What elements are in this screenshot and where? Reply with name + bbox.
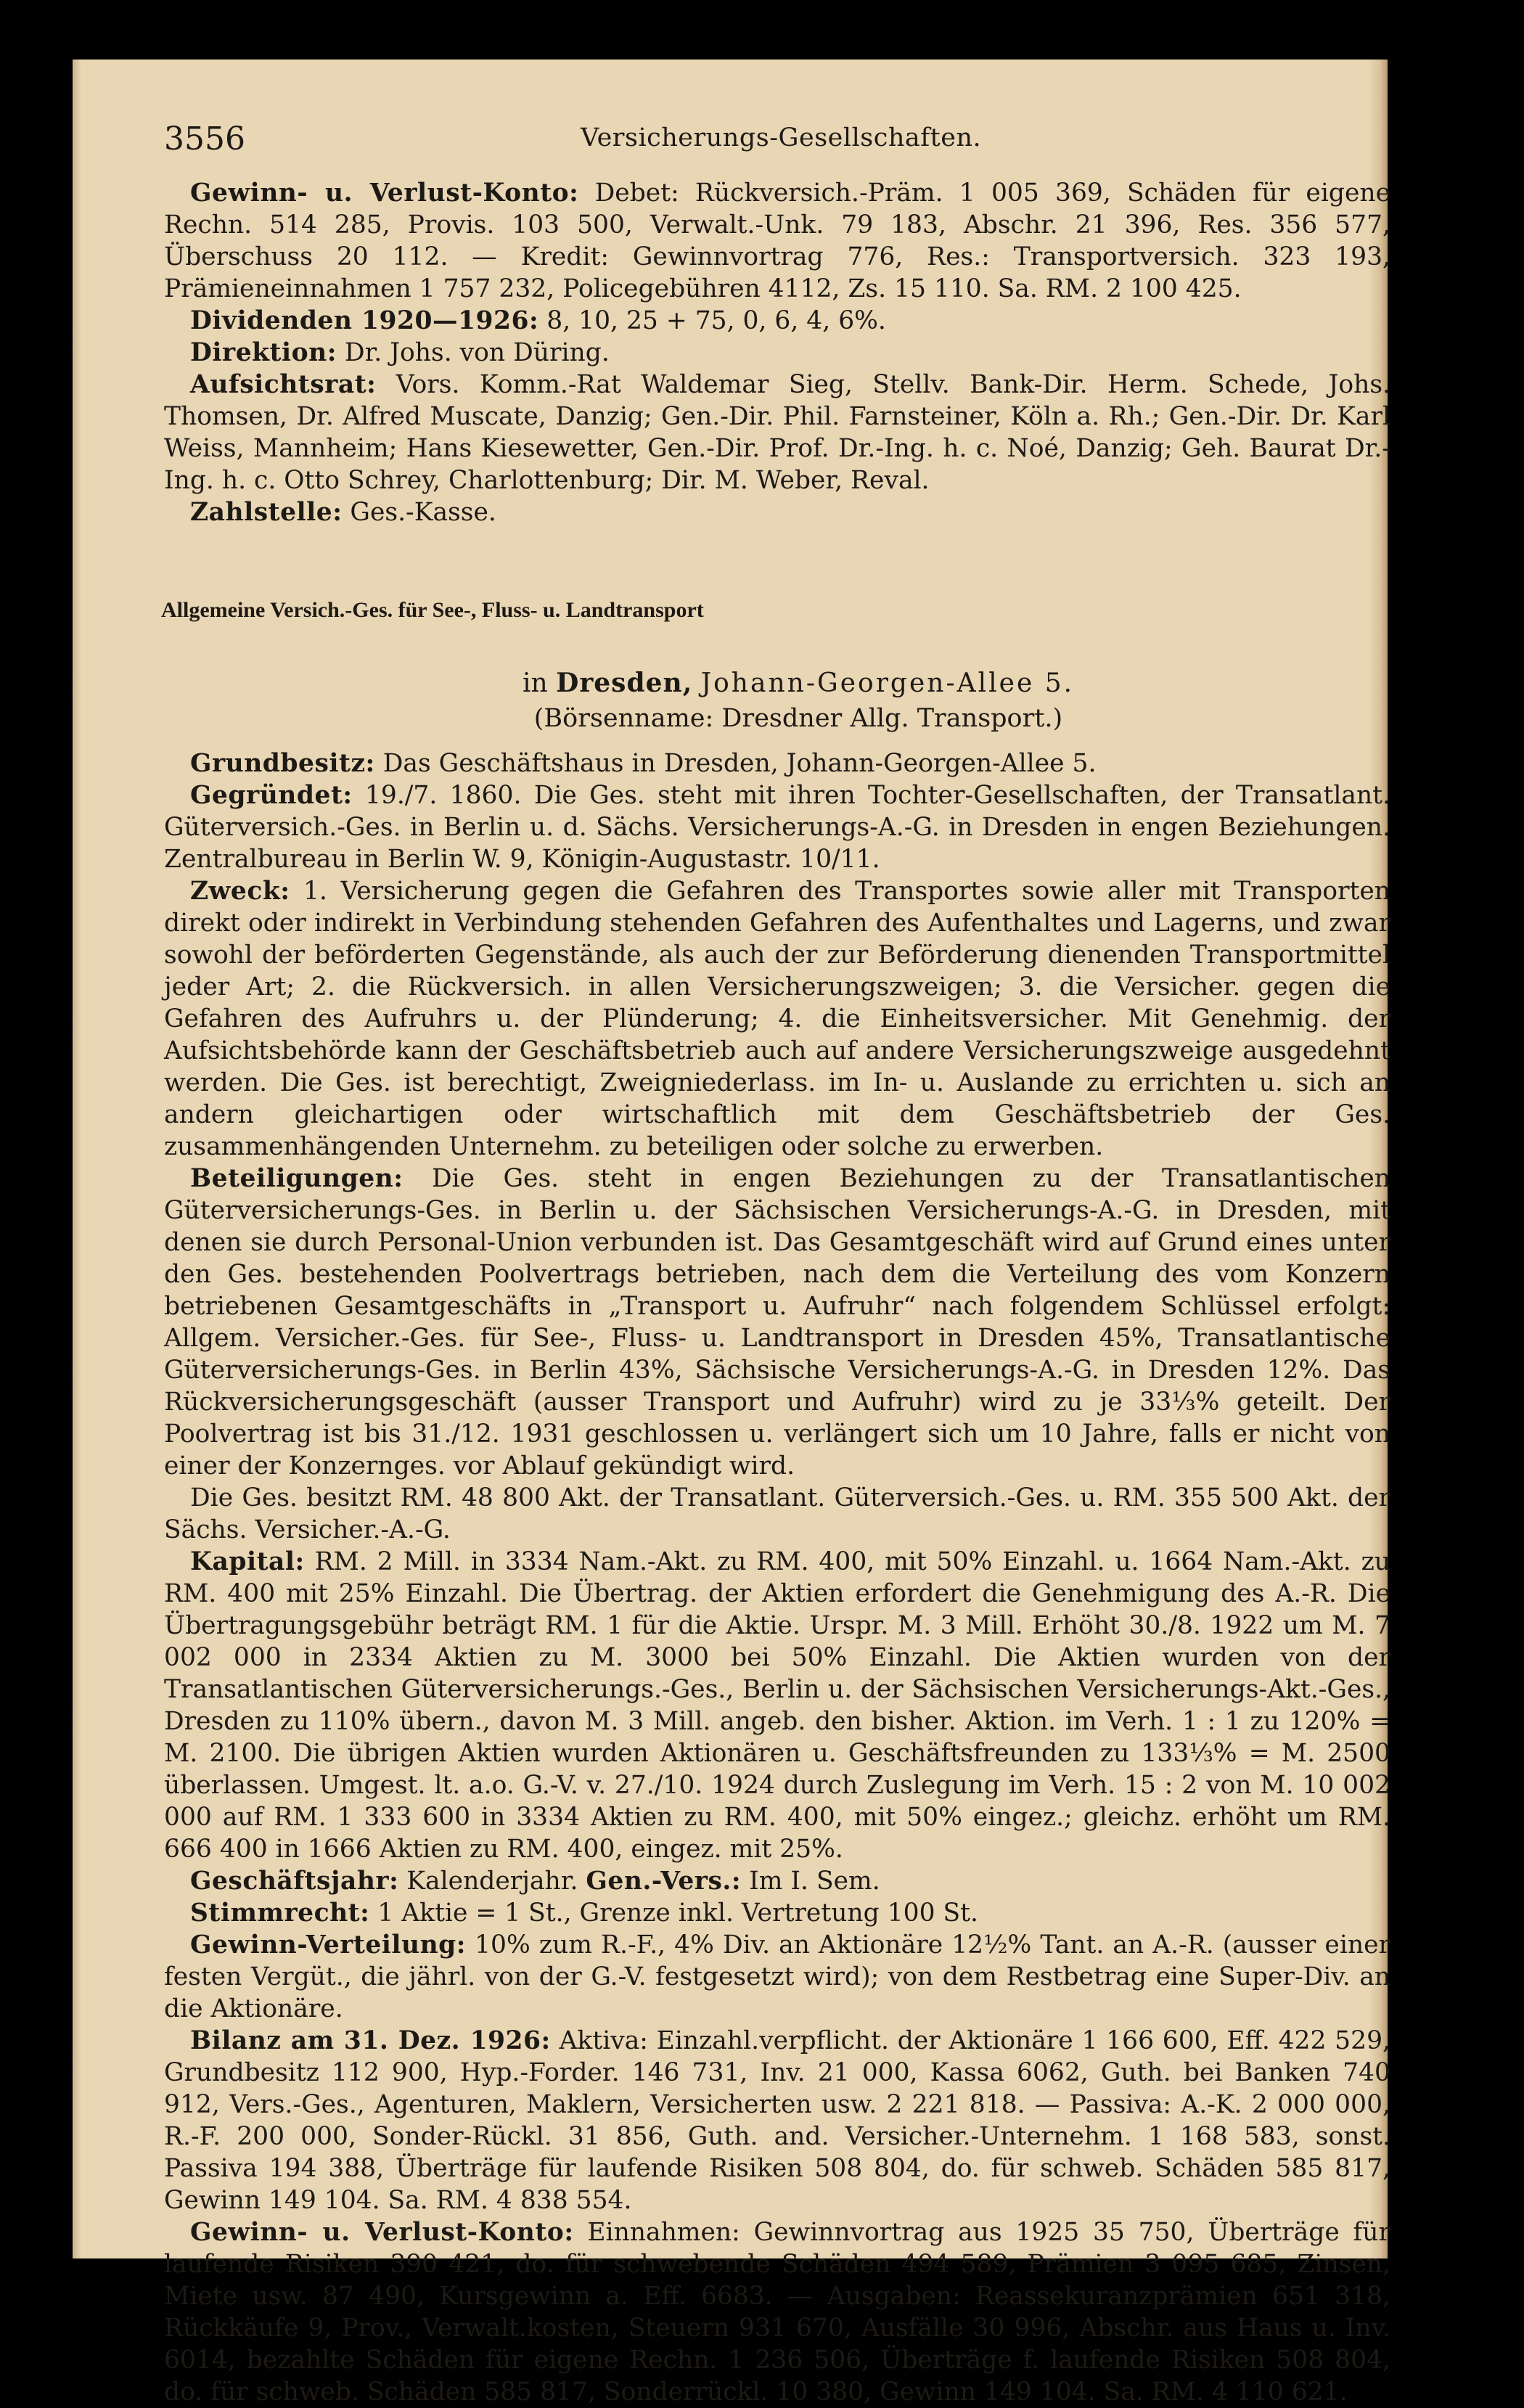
section-text: 1. Versicherung gegen die Gefahren des Transportes sowie aller mit Transporten direkt oder indirekt in Verbindung stehenden Gefahren des Aufenthaltes und Lagerns, und zwar sowohl der beförderten Gegenstände, als auch der zur Beförderung dienenden Transportmittel jeder Art; 2. die Rückversich. in allen Versicherungszweigen; 3. die Versicher. gegen die Gefahren des Aufruhrs u. der Plünderung; 4. die Einheitsversicher. Mit Genehmig. der Aufsichtsbehörde kann der Geschäftsbetrieb auch auf andere Versicherungszweige ausgedehnt werden. Die Ges. ist berechtigt, Zweigniederlass. im In- u. Auslande zu errichten u. sich an andern gleichartigen oder wirtschaftlich mit dem Geschäftsbetrieb der Ges. zusammenhängenden Unternehm. zu beteiligen oder solche zu erwerben. — [164, 877, 1390, 1161]
previous-ar-label: Aufsichtsrat: — [190, 370, 377, 399]
section-label: Beteiligungen: — [190, 1164, 403, 1193]
section-label: Bilanz am 31. Dez. 1926: — [190, 2026, 551, 2055]
page-gutter-shadow — [73, 60, 81, 2258]
section-gewinn-verlust — [164, 2216, 1390, 2408]
section-text: Das Geschäftshaus in Dresden, Johann-Georgen-Allee 5. — [382, 749, 1097, 778]
section-besitz — [164, 1482, 1390, 1546]
running-head: Versicherungs-Gesellschaften. — [581, 123, 982, 152]
section-gewinn-verteilung — [164, 1929, 1390, 2025]
company-title: Allgemeine Versich.-Ges. für See-, Fluss- u. Landtransport — [161, 598, 704, 622]
previous-zs-text: Ges.-Kasse. — [350, 498, 496, 527]
book-page — [73, 60, 1391, 2407]
company-entry — [164, 748, 1390, 2408]
previous-aufsichtsrat — [164, 369, 1390, 496]
section-label: Stimmrecht: — [190, 1899, 370, 1928]
section-label: Gewinn-Verteilung: — [190, 1930, 467, 1959]
page-number: 3556 — [164, 120, 245, 157]
section-text: RM. 2 Mill. in 3334 Nam.-Akt. zu RM. 400, mit 50% Einzahl. u. 1664 Nam.-Akt. zu RM. 400 mit 25% Einzahl. Die Übertrag. der Aktien erfordert die Genehmigung des A.-R. Die Übertragungsgebühr beträgt RM. 1 für die Aktie. Urspr. M. 3 Mill. Erhöht 30./8. 1922 um M. 7 002 000 in 2334 Aktien zu M. 3000 bei 50% Einzahl. Die Aktien wurden von der Transatlantischen Güterversicherungs.-Ges., Berlin u. der Sächsischen Versicherungs-Akt.-Ges., Dresden zu 110% übern., davon M. 3 Mill. angeb. den bisher. Aktion. im Verh. 1 : 1 zu 120% = M. 2100. Die übrigen Aktien wurden Aktionären u. Geschäftsfreunden zu 133⅓% = M. 2500 überlassen. Umgest. lt. a.o. G.-V. v. 27./10. 1924 durch Zuslegung im Verh. 15 : 2 von M. 10 002 000 auf RM. 1 333 600 in 3334 Aktien zu RM. 400, mit 50% eingez.; gleichz. erhöht um RM. 666 400 in 1666 Aktien zu RM. 400, eingez. mit 25%. — [164, 1547, 1391, 1864]
previous-gv-paragraph — [164, 177, 1390, 305]
previous-entry — [164, 177, 1390, 528]
section-text: Einnahmen: Gewinnvortrag aus 1925 35 750, Überträge für laufende Risiken 390 421, do. für schwebende Schäden 494 589, Prämien 3 095 685, Zinsen, Miete usw. 87 490, Kursgewinn a. Eff. 6683. — Ausgaben: Reassekuranzprämien 651 318, Rückkäufe 9, Prov., Verwalt.kosten, Steuern 931 670, Ausfälle 30 996, Abschr. aus Haus u. Inv. 6014, bezahlte Schäden für eigene Rechn. 1 236 506, Überträge f. laufende Risiken 508 804, do. für schweb. Schäden 585 817, Sonderrückl. 10 380, Gewinn 149 104. Sa. RM. 4 110 621. — [164, 2218, 1391, 2407]
section-text: Aktiva: Einzahl.verpflicht. der Aktionäre 1 166 600, Eff. 422 529, Grundbesitz 112 900, Hyp.-Forder. 146 731, Inv. 21 000, Kassa 6062, Guth. bei Banken 740 912, Vers.-Ges., Agenturen, Maklern, Versicherten usw. 2 221 818. — Passiva: A.-K. 2 000 000, R.-F. 200 000, Sonder-Rückl. 31 856, Guth. and. Versicher.-Unternehm. 1 168 583, sonst. Passiva 194 388, Überträge für laufende Risiken 508 804, do. für schweb. Schäden 585 817, Gewinn 149 104. Sa. RM. 4 838 554. — [164, 2026, 1390, 2215]
section-beteiligungen — [164, 1163, 1390, 1482]
section-text: 10% zum R.-F., 4% Div. an Aktionäre 12½% Tant. an A.-R. (ausser einer festen Vergüt., die jährl. von der G.-V. festgesetzt wird); von dem Restbetrag eine Super-Div. an die Aktionäre. — [164, 1930, 1390, 2023]
section-text: 19./7. 1860. Die Ges. steht mit ihren Tochter-Gesellschaften, der Transatlant. Güterversich.-Ges. in Berlin u. d. Sächs. Versicherungs-A.-G. in Dresden in engen Beziehungen. Zentralbureau in Berlin W. 9, Königin-Augustastr. 10/11. — [164, 781, 1391, 874]
section-grundbesitz — [164, 748, 1390, 779]
section-text: 1 Aktie = 1 St., Grenze inkl. Vertretung 100 St. — [377, 1899, 978, 1928]
previous-gv-label: Gewinn- u. Verlust-Konto: — [190, 179, 579, 208]
section-label: Grundbesitz: — [190, 749, 375, 778]
previous-dir-text: Dr. Johs. von Düring. — [344, 338, 610, 367]
company-city: Dresden, — [556, 668, 693, 698]
section-bilanz — [164, 2025, 1390, 2216]
previous-dividends — [164, 305, 1390, 337]
previous-zahlstelle — [164, 496, 1390, 528]
section-label: Zweck: — [190, 877, 290, 906]
section-label: Gegründet: — [190, 781, 353, 810]
section-label: Gen.-Vers.: — [586, 1867, 742, 1896]
section-zweck — [164, 875, 1390, 1163]
section-text: Die Ges. besitzt RM. 48 800 Akt. der Transatlant. Güterversich.-Ges. u. RM. 355 500 Akt. der Sächs. Versicher.-A.-G. — [164, 1483, 1390, 1544]
address-in: in — [522, 668, 548, 698]
previous-gv-text: Debet: Rückversich.-Präm. 1 005 369, Schäden für eigene Rechn. 514 285, Provis. 103 500, Verwalt.-Unk. 79 183, Abschr. 21 396, Res. 356 577, Überschuss 20 112. — Kredit: Gewinnvortrag 776, Res.: Transportversich. 323 193, Prämieneinnahmen 1 757 232, Policegebühren 4112, Zs. 15 110. Sa. RM. 2 100 425. — [164, 179, 1390, 303]
previous-dir-label: Direktion: — [190, 338, 337, 367]
section-kapital — [164, 1546, 1390, 1865]
previous-zs-label: Zahlstelle: — [190, 498, 343, 527]
company-address — [73, 668, 1524, 698]
section-gegruendet — [164, 779, 1390, 875]
section-text: Im I. Sem. — [749, 1867, 880, 1896]
section-label: Geschäftsjahr: — [190, 1867, 399, 1896]
previous-div-text: 8, 10, 25 + 75, 0, 6, 4, 6%. — [546, 306, 886, 335]
company-street: Johann-Georgen-Allee 5. — [700, 668, 1075, 698]
previous-div-label: Dividenden 1920—1926: — [190, 306, 539, 335]
company-boersenname: (Börsenname: Dresdner Allg. Transport.) — [533, 704, 1063, 733]
section-geschaeftsjahr — [164, 1865, 1390, 1897]
section-stimmrecht — [164, 1897, 1390, 1929]
section-label: Kapital: — [190, 1547, 305, 1576]
previous-direktion — [164, 337, 1390, 369]
previous-ar-text: Vors. Komm.-Rat Waldemar Sieg, Stellv. Bank-Dir. Herm. Schede, Johs. Thomsen, Dr. Alfred Muscate, Danzig; Gen.-Dir. Phil. Farnsteiner, Köln a. Rh.; Gen.-Dir. Dr. Karl Weiss, Mannheim; Hans Kiesewetter, Gen.-Dir. Prof. Dr.-Ing. h. c. Noé, Danzig; Geh. Baurat Dr.-Ing. h. c. Otto Schrey, Charlottenburg; Dir. M. Weber, Reval. — [164, 370, 1390, 495]
section-text: Die Ges. steht in engen Beziehungen zu der Transatlantischen Güterversicherungs-Ges. in Berlin u. der Sächsischen Versicherungs-A.-G. in Dresden, mit denen sie durch Personal-Union verbunden ist. Das Gesamtgeschäft wird auf Grund eines unter den Ges. bestehenden Poolvertrags betrieben, nach dem die Verteilung des vom Konzern betriebenen Gesamtgeschäfts in „Transport u. Aufruhr“ nach folgendem Schlüssel erfolgt: Allgem. Versicher.-Ges. für See-, Fluss- u. Landtransport in Dresden 45%, Transatlantische Güterversicherungs-Ges. in Berlin 43%, Sächsische Versicherungs-A.-G. in Dresden 12%. Das Rückversicherungsgeschäft (ausser Transport und Aufruhr) wird zu je 33⅓% geteilt. Der Poolvertrag ist bis 31./12. 1931 geschlossen u. verlängert sich um 10 Jahre, falls er nicht von einer der Konzernges. vor Ablauf gekündigt wird. — [164, 1164, 1391, 1481]
section-text: Kalenderjahr. — [406, 1867, 578, 1896]
section-label: Gewinn- u. Verlust-Konto: — [190, 2218, 574, 2247]
